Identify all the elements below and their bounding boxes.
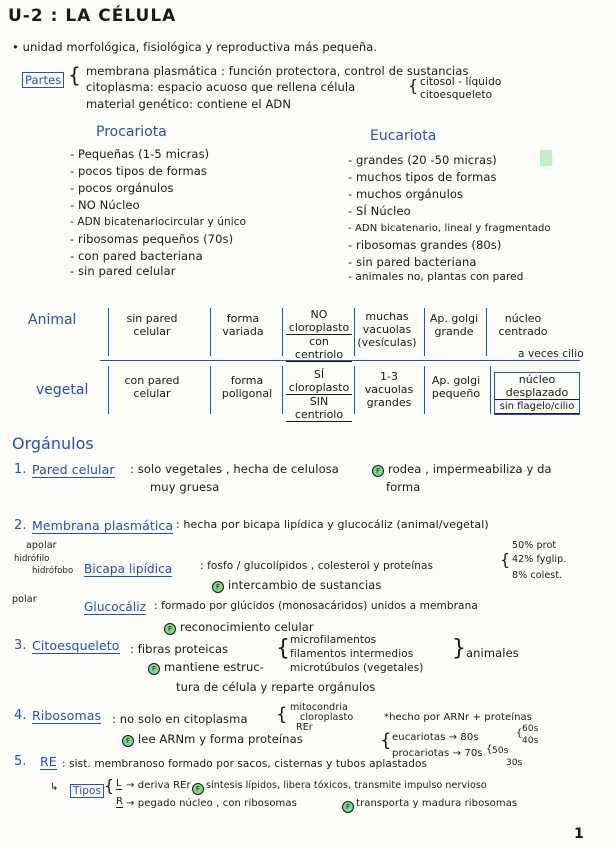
re-desc: : sist. membranoso formado por sacos, cisternas y tubos aplastados bbox=[62, 758, 428, 770]
table-cell-line: SIN centriolo bbox=[286, 395, 352, 422]
citoesqueleto-animales: animales bbox=[466, 646, 519, 660]
re-r-pegado: → pegado núcleo , con ribosomas bbox=[126, 798, 297, 809]
brace-icon: { bbox=[104, 776, 115, 795]
table-cell-line: cloroplasto bbox=[286, 321, 352, 335]
function-icon bbox=[192, 778, 204, 797]
citoesqueleto-title: Citoesqueleto bbox=[32, 638, 120, 653]
f-circle-icon: F bbox=[192, 783, 204, 795]
intro-line: • unidad morfológica, fisiológica y reproductiva más pequeña. bbox=[12, 40, 378, 54]
brace-icon: { bbox=[486, 744, 493, 755]
f-circle-icon: F bbox=[372, 465, 384, 477]
vegetal-nucleo bbox=[494, 372, 580, 415]
sub-40s: 40s bbox=[522, 736, 539, 746]
table-cell-line: NO bbox=[310, 308, 328, 321]
polar-label: polar bbox=[12, 594, 37, 605]
animal-pared: sin pared celular bbox=[126, 312, 178, 338]
list-item: - SÍ Núcleo bbox=[348, 204, 411, 218]
list-item: - animales no, plantas con pared bbox=[348, 271, 524, 283]
section-number: 3. bbox=[14, 638, 27, 653]
hidrofobo-label: hidrófobo bbox=[32, 566, 74, 576]
partes-material: material genético: contiene el ADN bbox=[86, 97, 292, 111]
list-item: - Pequeñas (1-5 micras) bbox=[70, 147, 210, 161]
brace-icon: { bbox=[408, 76, 419, 95]
citoesqueleto-funcion-2: tura de célula y reparte orgánulos bbox=[176, 680, 376, 694]
brace-icon: { bbox=[68, 63, 81, 87]
brace-icon: { bbox=[516, 728, 523, 739]
list-item: - ADN bicatenariocircular y único bbox=[70, 216, 247, 228]
list-item: - ribosomas grandes (80s) bbox=[348, 238, 502, 252]
list-item: - sin pared bacteriana bbox=[348, 255, 477, 269]
procariotas-70s: procariotas → 70s bbox=[392, 748, 483, 759]
brace-icon: { bbox=[500, 550, 511, 569]
partes-label: Partes bbox=[22, 72, 64, 88]
sub-60s: 60s bbox=[522, 724, 539, 734]
pared-funcion: rodea , impermeabiliza y da bbox=[388, 462, 552, 476]
re-title: RE bbox=[40, 754, 57, 769]
pared-forma: forma bbox=[386, 480, 421, 494]
animal-nucleo: núcleo centrado bbox=[498, 312, 548, 338]
page-title: U-2 : LA CÉLULA bbox=[8, 6, 177, 26]
f-circle-icon: F bbox=[148, 663, 160, 675]
function-icon bbox=[164, 618, 176, 637]
cloroplasto: cloroplasto bbox=[300, 712, 354, 723]
list-item: - muchos tipos de formas bbox=[348, 170, 497, 184]
section-number: 4. bbox=[14, 708, 27, 723]
bicapa-funcion: intercambio de sustancias bbox=[228, 578, 382, 592]
function-icon bbox=[122, 730, 134, 749]
re-l: L bbox=[116, 778, 122, 789]
function-icon bbox=[372, 460, 384, 479]
citosol: citosol - líquido bbox=[420, 76, 502, 88]
table-cell-line: con centriolo bbox=[286, 335, 352, 362]
mitocondria: mitocondria bbox=[290, 702, 348, 713]
list-item: - ADN bicatenario, lineal y fragmentado bbox=[348, 223, 551, 234]
list-item: - grandes (20 -50 micras) bbox=[348, 153, 497, 167]
vegetal-cloroplasto bbox=[286, 368, 352, 422]
ribosomas-title: Ribosomas bbox=[32, 708, 102, 723]
f-circle-icon: F bbox=[212, 581, 224, 593]
procariota-list bbox=[70, 146, 246, 278]
ribosomas-desc: : no solo en citoplasma bbox=[112, 712, 248, 726]
citoesqueleto: citoesqueleto bbox=[420, 89, 493, 101]
list-item: - muchos orgánulos bbox=[348, 187, 464, 201]
vegetal-forma: forma poligonal bbox=[221, 374, 273, 400]
rer: REr bbox=[296, 722, 313, 733]
partes-membrana: membrana plasmática : función protectora, control de sustancias bbox=[86, 64, 469, 78]
f-circle-icon: F bbox=[342, 801, 354, 813]
re-r-funcion: transporta y madura ribosomas bbox=[356, 798, 518, 809]
vegetal-pared: con pared celular bbox=[124, 374, 180, 400]
partes-citoplasma: citoplasma: espacio acuoso que rellena célula bbox=[86, 80, 356, 94]
list-item: - pocos tipos de formas bbox=[70, 164, 208, 178]
pct-colesterol: 8% colest. bbox=[512, 570, 563, 581]
brace-icon: { bbox=[380, 730, 392, 751]
function-icon bbox=[342, 796, 354, 815]
membrana-desc: : hecha por bicapa lipídica y glucocáliz (animal/vegetal) bbox=[176, 518, 489, 531]
re-l-funcion: síntesis lípidos, libera tóxicos, transmite impulso nervioso bbox=[206, 780, 487, 791]
glucocaliz-funcion: reconocimiento celular bbox=[180, 620, 314, 634]
brace-close-icon: } bbox=[452, 636, 467, 661]
pared-gruesa: muy gruesa bbox=[150, 480, 220, 494]
f-circle-icon: F bbox=[164, 623, 176, 635]
arrow-icon: ↳ bbox=[50, 782, 59, 793]
table-cell-line: sin flagelo/cilio bbox=[495, 400, 579, 414]
list-item: - pocos orgánulos bbox=[70, 181, 174, 195]
eucariotas-80s: eucariotas → 80s bbox=[392, 732, 479, 743]
vegetal-golgi: Ap. golgi pequeño bbox=[431, 374, 481, 400]
bicapa-desc: : fosfo / glucolípidos , colesterol y proteínas bbox=[200, 560, 434, 572]
animal-golgi: Ap. golgi grande bbox=[429, 312, 479, 338]
glucocaliz-title: Glucocáliz bbox=[84, 600, 147, 614]
animal-cilio-note: a veces cilio bbox=[518, 348, 584, 360]
pared-celular-title: Pared celular bbox=[32, 462, 115, 477]
filamentos-intermedios: filamentos intermedios bbox=[290, 648, 414, 660]
glucocaliz-desc: : formado por glúcidos (monosacáridos) unidos a membrana bbox=[154, 600, 478, 612]
table-cell-line: SÍ bbox=[313, 368, 325, 381]
table-row-label-vegetal: vegetal bbox=[36, 382, 89, 398]
re-l-deriva: → deriva REr bbox=[126, 780, 191, 791]
organulos-heading: Orgánulos bbox=[12, 434, 94, 453]
list-item: - sin pared celular bbox=[70, 264, 176, 278]
ribosomas-hecho: *hecho por ARNr + proteínas bbox=[384, 712, 533, 723]
list-item: - ribosomas pequeños (70s) bbox=[70, 232, 234, 246]
table-cell-line: núcleo desplazado bbox=[495, 373, 579, 400]
microfilamentos: microfilamentos bbox=[290, 634, 377, 646]
animal-forma: forma variada bbox=[222, 312, 264, 338]
pct-proteinas: 50% prot bbox=[512, 540, 557, 551]
table-cell-line: cloroplasto bbox=[286, 381, 352, 395]
animal-vacuolas: muchas vacuolas (vesículas) bbox=[357, 310, 417, 349]
vegetal-vacuolas: 1-3 vacuolas grandes bbox=[364, 370, 414, 409]
f-circle-icon: F bbox=[122, 735, 134, 747]
animal-cloroplasto bbox=[286, 308, 352, 362]
membrana-title: Membrana plasmática bbox=[32, 518, 174, 533]
pct-fosfolipidos: 42% fyglip. bbox=[512, 554, 567, 565]
list-item: - NO Núcleo bbox=[70, 198, 140, 212]
microtubulos: microtúbulos (vegetales) bbox=[290, 662, 424, 674]
list-item: - con pared bacteriana bbox=[70, 249, 203, 263]
eucariota-heading: Eucariota bbox=[370, 128, 437, 144]
brace-icon: { bbox=[276, 636, 291, 661]
hidrofilo-label: hidrófilo bbox=[14, 554, 50, 564]
citoesqueleto-desc: : fibras proteicas bbox=[130, 642, 229, 656]
function-icon bbox=[148, 658, 160, 677]
sub-50s: 50s bbox=[492, 746, 509, 756]
section-number: 2. bbox=[14, 518, 27, 533]
re-r: R bbox=[116, 796, 124, 807]
section-number: 5. bbox=[14, 754, 27, 769]
pared-desc: : solo vegetales , hecha de celulosa bbox=[130, 462, 339, 476]
re-tipos: Tipos bbox=[70, 784, 104, 798]
brace-icon: { bbox=[276, 704, 288, 725]
apolar-label: apolar bbox=[26, 540, 57, 551]
bicapa-title: Bicapa lipídica bbox=[84, 562, 173, 576]
ribosomas-funcion: lee ARNm y forma proteínas bbox=[138, 732, 303, 746]
function-icon bbox=[212, 576, 224, 595]
table-row-label-animal: Animal bbox=[28, 312, 77, 328]
sub-30s: 30s bbox=[506, 758, 523, 768]
eucariota-list bbox=[348, 152, 551, 284]
page-number: 1 bbox=[574, 826, 584, 842]
citoesqueleto-funcion: mantiene estruc- bbox=[164, 660, 265, 674]
section-number: 1. bbox=[14, 462, 27, 477]
highlight-mark bbox=[540, 150, 552, 166]
procariota-heading: Procariota bbox=[96, 124, 167, 140]
